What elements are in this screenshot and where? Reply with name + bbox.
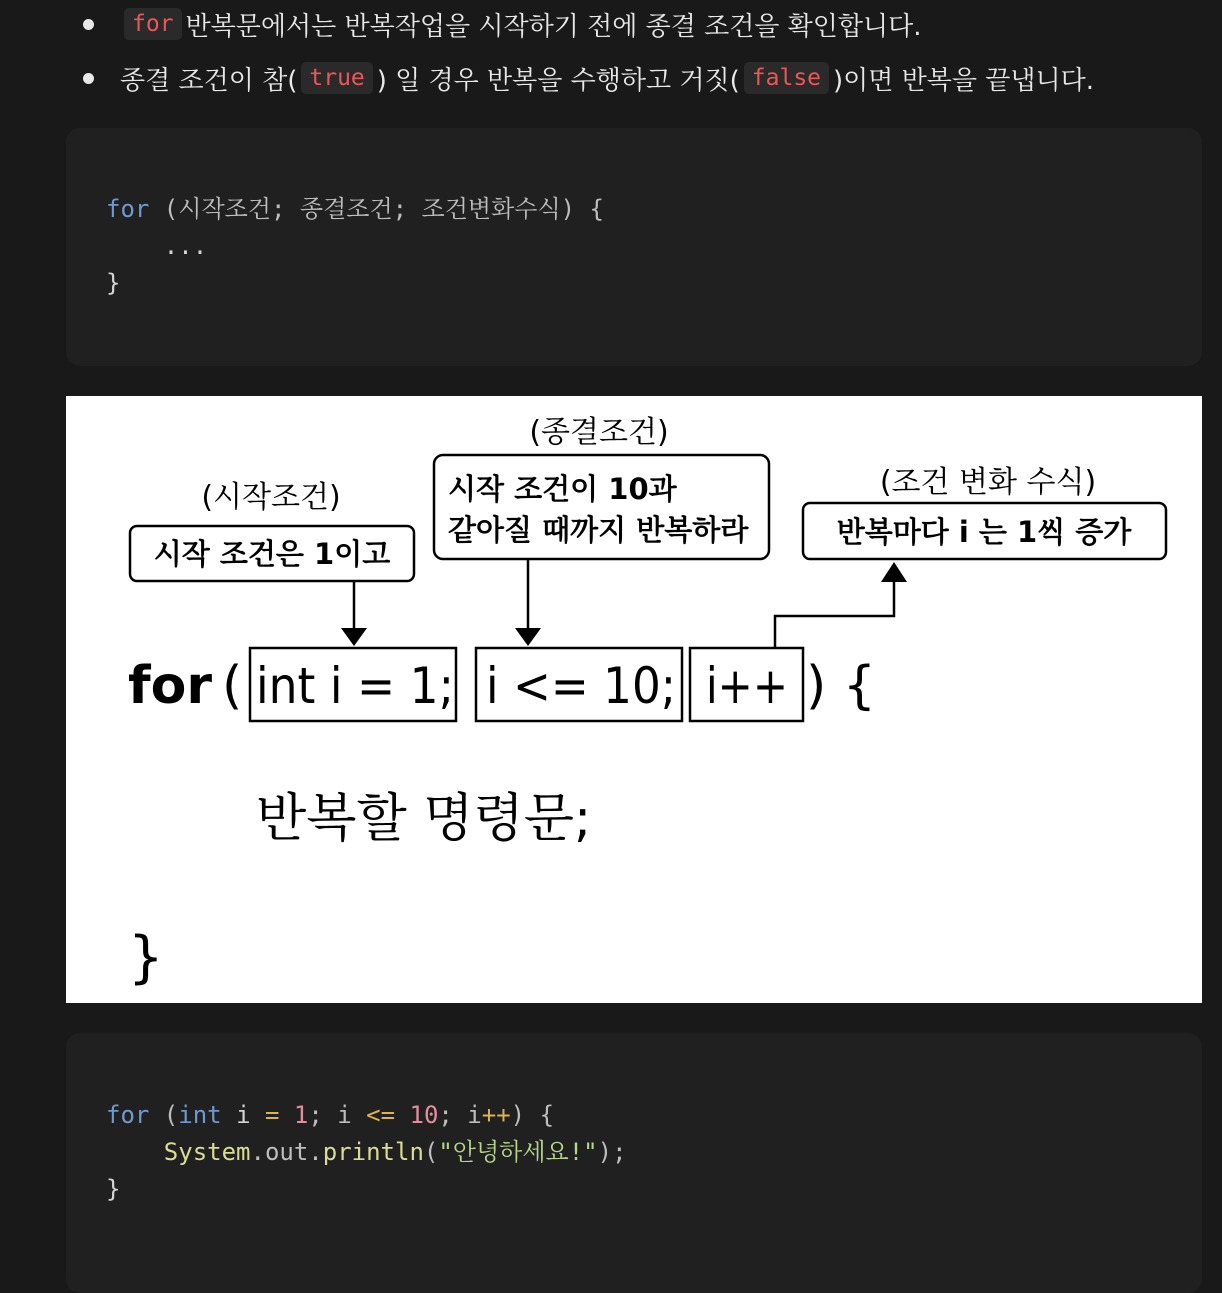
bullet-item (80, 0, 922, 48)
code-line (106, 191, 604, 227)
diagram-code-close: ) { (806, 656, 876, 716)
code-text (395, 1101, 409, 1129)
diagram-code-init: int i = 1; (256, 657, 454, 715)
inline-code: for (124, 8, 182, 40)
arrow-start-head (341, 628, 367, 646)
inline-code: false (744, 62, 829, 94)
bullet-text: ) 일 경우 반복을 수행하고 거짓( (376, 65, 740, 96)
code-function: println (322, 1138, 424, 1166)
diagram-code-cond: i <= 10; (486, 657, 676, 715)
code-text: ); (597, 1138, 627, 1166)
code-text (279, 1101, 293, 1129)
diagram-code-inc: i++ (706, 657, 788, 715)
box-start-text: 시작 조건은 1이고 (153, 537, 391, 571)
code-indent (106, 1138, 164, 1166)
arrow-end-head (515, 628, 541, 646)
bullet-dot (83, 73, 94, 84)
for-loop-diagram (66, 396, 1202, 1003)
diagram-code-for: for (128, 656, 212, 716)
label-change-expression: (조건 변화 수식) (879, 465, 1097, 500)
arrow-change (775, 576, 894, 648)
bullet-dot (83, 19, 94, 30)
bullet-item (80, 54, 1094, 102)
code-keyword: for (106, 1101, 150, 1129)
code-line (106, 1097, 554, 1133)
code-number: 1 (293, 1101, 309, 1129)
code-text: (시작조건; 종결조건; 조건변화수식) { (149, 195, 604, 223)
inline-code: true (301, 62, 372, 94)
diagram-body-text: 반복할 명령문; (256, 789, 592, 849)
code-text: i (221, 1101, 265, 1129)
code-line: ... (106, 232, 208, 260)
code-block-example[interactable] (66, 1033, 1202, 1293)
diagram-svg (66, 396, 1202, 1003)
bullet-text: 반복문에서는 반복작업을 시작하기 전에 종결 조건을 확인합니다. (185, 11, 922, 42)
code-operator: <= (366, 1101, 396, 1129)
code-keyword: for (106, 195, 150, 223)
code-operator: ++ (481, 1101, 511, 1129)
code-line: } (106, 269, 121, 297)
box-change-text: 반복마다 i 는 1씩 증가 (836, 515, 1132, 549)
diagram-closing-brace: } (128, 925, 164, 990)
label-end-condition: (종결조건) (529, 415, 669, 450)
code-keyword: int (178, 1101, 222, 1129)
bullet-text: 종결 조건이 참( (120, 65, 298, 96)
code-number: 10 (409, 1101, 439, 1129)
code-text: ) { (510, 1101, 555, 1129)
code-class: System (163, 1138, 251, 1166)
code-block-syntax[interactable] (66, 128, 1202, 366)
code-text: .out. (250, 1138, 323, 1166)
code-operator: = (264, 1101, 280, 1129)
diagram-code-paren: ( (222, 656, 243, 716)
label-start-condition: (시작조건) (201, 480, 341, 515)
code-line (106, 1134, 627, 1170)
box-end-text-2: 같아질 때까지 반복하라 (448, 513, 749, 547)
box-end-text-1: 시작 조건이 10과 (448, 472, 677, 506)
code-string: "안녕하세요!" (438, 1138, 598, 1166)
code-text: ( (423, 1138, 439, 1166)
code-text: ; i (438, 1101, 482, 1129)
bullet-text: )이면 반복을 끝냅니다. (833, 65, 1095, 96)
code-line: } (106, 1175, 121, 1203)
arrow-change-head (881, 562, 907, 582)
code-text: ( (149, 1101, 179, 1129)
code-text: ; i (308, 1101, 367, 1129)
